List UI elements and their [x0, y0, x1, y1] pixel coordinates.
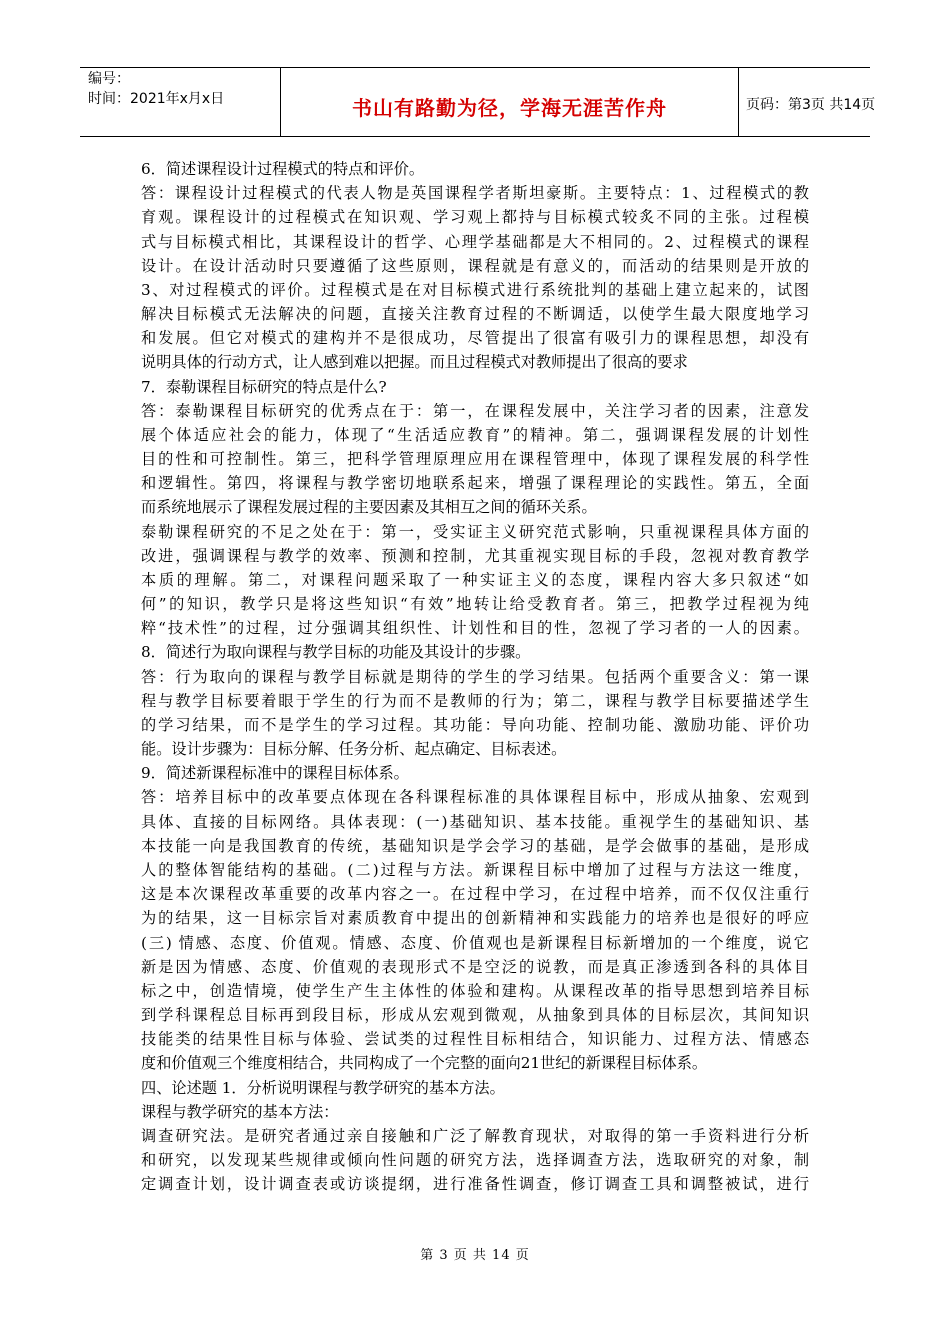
text-line: 具体、直接的目标网络。具体表现：(一)基础知识、基本技能。重视学生的基础知识、基	[141, 812, 809, 831]
text-line: 程与教学目标要着眼于学生的行为而不是教师的行为；第二，课程与教学目标要描述学生	[141, 691, 809, 710]
document-date-label: 时间：2021年x月x日	[88, 91, 225, 107]
text-line: 这是本次课程改革重要的改革内容之一。在过程中学习，在过程中培养，而不仅仅注重行	[141, 885, 809, 904]
text-line: 和逻辑性。第四，将课程与教学密切地联系起来，增强了课程理论的实践性。第五，全面	[141, 474, 809, 493]
text-line: (三) 情感、态度、价值观。情感、态度、价值观也是新课程目标新增加的一个维度，说它	[141, 933, 809, 952]
text-line: 能。设计步骤为：目标分解、任务分析、起点确定、目标表述。	[141, 740, 567, 759]
text-line: 答：课程设计过程模式的代表人物是英国课程学者斯坦豪斯。主要特点：1、过程模式的教	[141, 184, 809, 203]
text-line: 式与目标模式相比，其课程设计的哲学、心理学基础都是大不相同的。2、过程模式的课程	[141, 232, 809, 251]
header-page-cell	[738, 68, 876, 136]
text-line: 3、对过程模式的评价。过程模式是在对目标模式进行系统批判的基础上建立起来的，试图	[141, 280, 809, 299]
text-line: 和研究，以发现某些规律或倾向性问题的研究方法，选择调查方法，选取研究的对象，制	[141, 1151, 809, 1170]
text-line: 泰勒课程研究的不足之处在于：第一，受实证主义研究范式影响，只重视课程具体方面的	[141, 522, 809, 541]
text-line: 粹“技术性”的过程，过分强调其组织性、计划性和目的性，忽视了学习者的一人的因素。	[141, 619, 809, 638]
document-header	[80, 67, 876, 137]
text-line: 7．泰勒课程目标研究的特点是什么?	[141, 377, 387, 396]
document-body	[141, 157, 809, 1196]
text-line: 设计。在设计活动时只要遵循了这些原则，课程就是有意义的，而活动的结果则是开放的	[141, 256, 809, 275]
header-page-info: 页码：第3页 共14页	[746, 97, 876, 113]
text-line: 目的性和可控制性。第三，把科学管理原理应用在课程管理中，体现了课程发展的科学性	[141, 450, 809, 469]
text-line: 度和价值观三个维度相结合，共同构成了一个完整的面向21世纪的新课程目标体系。	[141, 1054, 708, 1073]
text-line: 技能类的结果性目标与体验、尝试类的过程性目标相结合，知识能力、过程方法、情感态	[141, 1030, 809, 1049]
header-motto: 书山有路勤为径，学海无涯苦作舟	[352, 96, 667, 120]
text-line: 到学科课程总目标再到段目标，形成从宏观到微观，从抽象到具体的目标层次，其间知识	[141, 1006, 809, 1025]
text-line: 为的结果，这一目标宗旨对素质教育中提出的创新精神和实践能力的培养也是很好的呼应	[141, 909, 809, 928]
text-line: 本技能一向是我国教育的传统，基础知识是学会学习的基础，是学会做事的基础，是形成	[141, 836, 809, 855]
text-line: 答：培养目标中的改革要点体现在各科课程标准的具体课程目标中，形成从抽象、宏观到	[141, 788, 809, 807]
text-line: 展个体适应社会的能力，体现了“生活适应教育”的精神。第二，强调课程发展的计划性	[141, 425, 809, 444]
text-line: 何”的知识，教学只是将这些知识“有效”地转让给受教育者。第三，把教学过程视为纯	[141, 595, 809, 614]
text-line: 本质的理解。第二，对课程问题采取了一种实证主义的态度，课程内容大多只叙述“如	[141, 570, 809, 589]
header-motto-cell	[280, 68, 739, 136]
text-line: 8．简述行为取向课程与教学目标的功能及其设计的步骤。	[141, 643, 531, 662]
text-line: 育观。课程设计的过程模式在知识观、学习观上都持与目标模式较炙不同的主张。过程模	[141, 208, 809, 227]
header-meta-cell	[80, 68, 280, 136]
text-line: 和发展。但它对模式的建构并不是很成功，尽管提出了很富有吸引力的课程思想，却没有	[141, 329, 809, 348]
text-line: 解决目标模式无法解决的问题，直接关注教育过程的不断调适，以使学生最大限度地学习	[141, 305, 809, 324]
text-line: 6．简述课程设计过程模式的特点和评价。	[141, 160, 425, 178]
text-line: 调查研究法。是研究者通过亲自接触和广泛了解教育现状，对取得的第一手资料进行分析	[141, 1126, 809, 1145]
text-line: 标之中，创造情境，使学生产生主体性的体验和建构。从课程改革的指导思想到培养目标	[141, 981, 809, 1000]
document-number-label: 编号：	[88, 71, 130, 87]
text-line: 改进，强调课程与教学的效率、预测和控制，尤其重视实现目标的手段，忽视对教育教学	[141, 546, 809, 565]
text-line: 答：行为取向的课程与教学目标就是期待的学生的学习结果。包括两个重要含义：第一课	[141, 667, 809, 686]
text-line: 课程与教学研究的基本方法：	[141, 1102, 339, 1121]
text-line: 定调查计划，设计调查表或访谈提纲，进行准备性调查，修订调查工具和调整被试，进行	[141, 1175, 809, 1194]
page-footer: 第 3 页 共 14 页	[420, 1248, 530, 1263]
text-line: 的学习结果，而不是学生的学习过程。其功能：导向功能、控制功能、激励功能、评价功	[141, 715, 809, 734]
text-line: 而系统地展示了课程发展过程的主要因素及其相互之间的循环关系。	[141, 498, 597, 517]
text-line: 新是因为情感、态度、价值观的表现形式不是空泛的说教，而是真正渗透到各科的具体目	[141, 957, 809, 976]
text-line: 四、论述题 1．分析说明课程与教学研究的基本方法。	[141, 1078, 505, 1097]
text-line: 9．简述新课程标准中的课程目标体系。	[141, 764, 409, 783]
text-line: 说明具体的行动方式，让人感到难以把握。而且过程模式对教师提出了很高的要求	[141, 353, 688, 372]
text-line: 答：泰勒课程目标研究的优秀点在于：第一，在课程发展中，关注学习者的因素，注意发	[141, 401, 809, 420]
text-line: 人的整体智能结构的基础。(二)过程与方法。新课程目标中增加了过程与方法这一维度，	[141, 860, 809, 879]
